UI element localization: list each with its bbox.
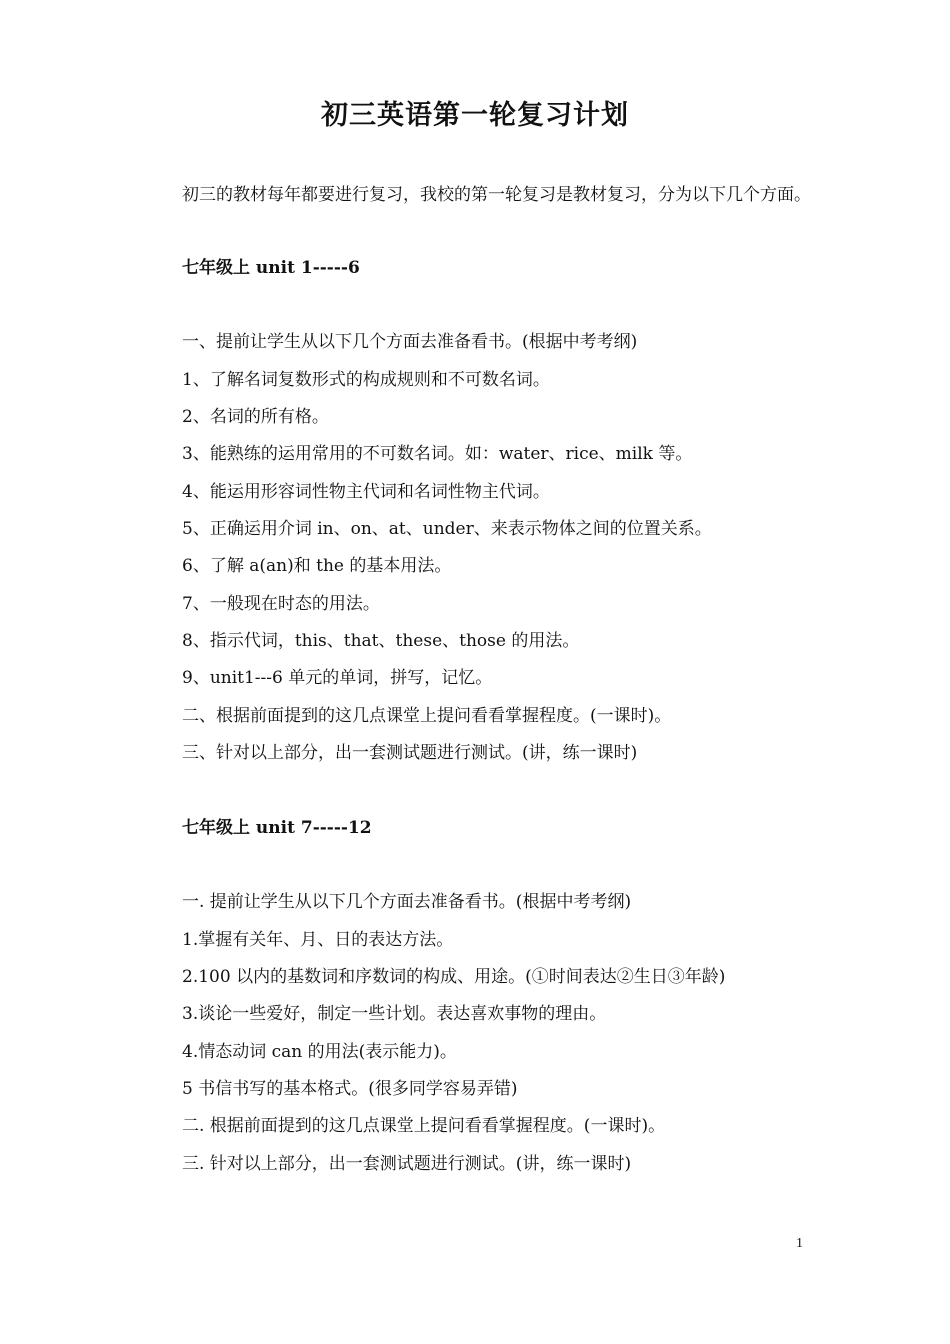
section1-item: 一、提前让学生从以下几个方面去准备看书。(根据中考考纲): [182, 332, 638, 352]
section1-item: 2、名词的所有格。: [182, 407, 329, 427]
section1-item: 8、指示代词，this、that、these、those 的用法。: [182, 631, 580, 651]
section2-item: 1.掌握有关年、月、日的表达方法。: [182, 930, 454, 950]
section2-item: 5 书信书写的基本格式。(很多同学容易弄错): [182, 1079, 518, 1099]
section1-item: 1、了解名词复数形式的构成规则和不可数名词。: [182, 370, 550, 390]
section2-heading: 七年级上 unit 7-----12: [182, 818, 372, 838]
section1-item: 三、针对以上部分，出一套测试题进行测试。(讲，练一课时): [182, 743, 638, 763]
section1-heading: 七年级上 unit 1-----6: [182, 258, 360, 278]
page-number: 1: [796, 1236, 803, 1251]
section1-item: 5、正确运用介词 in、on、at、under、来表示物体之间的位置关系。: [182, 519, 712, 539]
section1-item: 3、能熟练的运用常用的不可数名词。如：water、rice、milk 等。: [182, 444, 693, 464]
section1-item: 二、根据前面提到的这几点课堂上提问看看掌握程度。(一课时)。: [182, 706, 672, 726]
document-title: 初三英语第一轮复习计划: [321, 100, 629, 131]
section2-item: 4.情态动词 can 的用法(表示能力)。: [182, 1042, 457, 1062]
section2-item: 三. 针对以上部分，出一套测试题进行测试。(讲，练一课时): [182, 1154, 632, 1174]
section1-item: 6、了解 a(an)和 the 的基本用法。: [182, 556, 452, 576]
section2-item: 二. 根据前面提到的这几点课堂上提问看看掌握程度。(一课时)。: [182, 1116, 666, 1136]
section2-item: 3.谈论一些爱好，制定一些计划。表达喜欢事物的理由。: [182, 1004, 607, 1024]
section2-item: 2.100 以内的基数词和序数词的构成、用途。(①时间表达②生日③年龄): [182, 967, 726, 987]
section1-item: 9、unit1---6 单元的单词，拼写，记忆。: [182, 668, 493, 688]
section2-item: 一. 提前让学生从以下几个方面去准备看书。(根据中考考纲): [182, 892, 632, 912]
intro-paragraph: 初三的教材每年都要进行复习，我校的第一轮复习是教材复习，分为以下几个方面。: [182, 185, 811, 205]
section1-item: 7、一般现在时态的用法。: [182, 594, 380, 614]
section1-item: 4、能运用形容词性物主代词和名词性物主代词。: [182, 482, 550, 502]
